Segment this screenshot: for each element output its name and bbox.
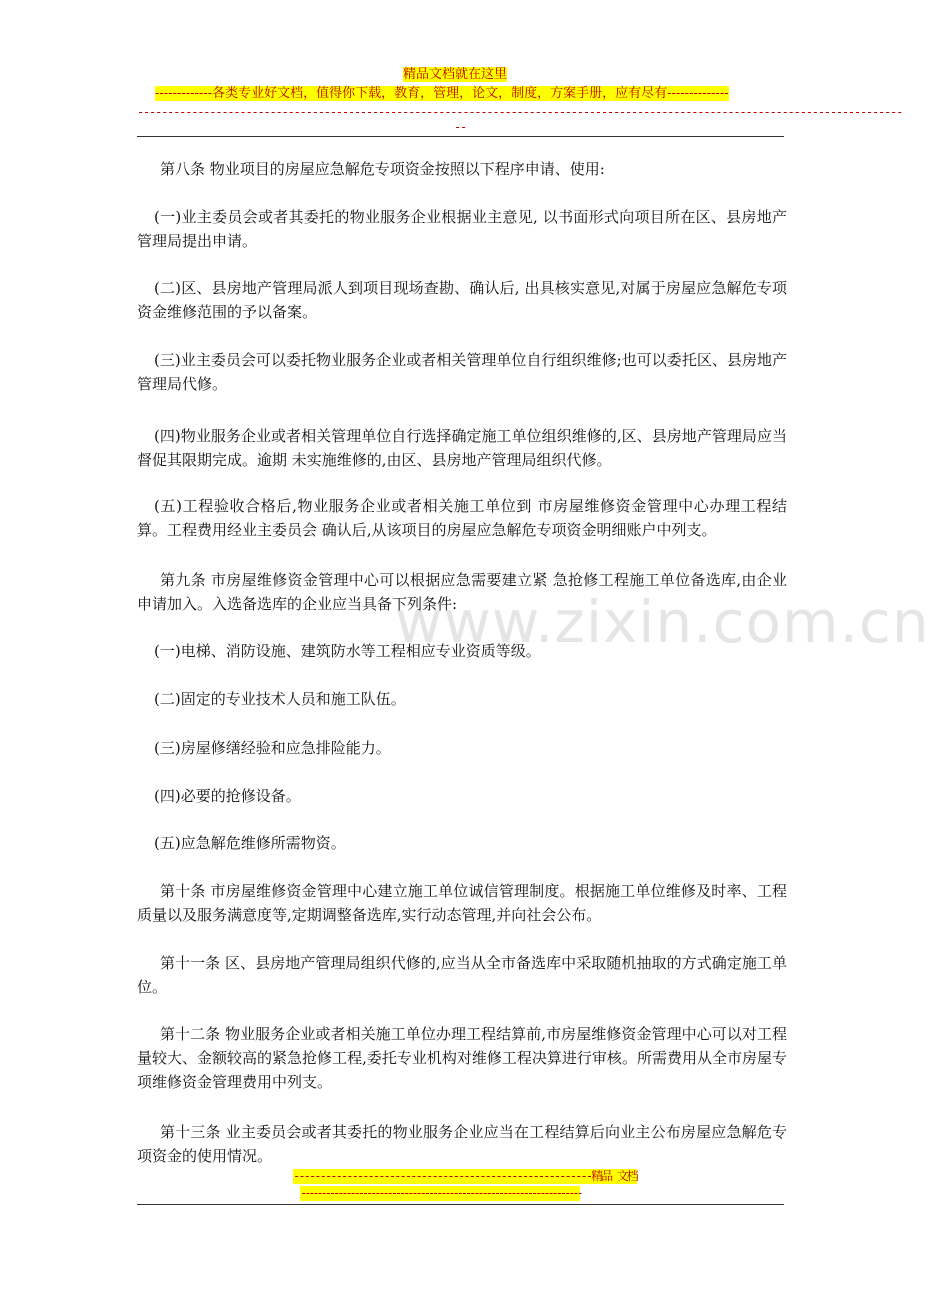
article-10: 第十条 市房屋维修资金管理中心建立施工单位诚信管理制度。根据施工单位维修及时率、工程质量以及服务满意度等,定期调整备选库,实行动态管理,并向社会公布。 xyxy=(137,882,787,924)
footer-line-1: --------------------------------------------------------精品 文档 xyxy=(293,1169,637,1183)
watermark: www.zixin.com.cn xyxy=(395,588,930,656)
article-8-item-4: (四)物业服务企业或者相关管理单位自行选择确定施工单位组织维修的,区、县房地产管理局应当督促其限期完成。逾期 未实施维修的,由区、县房地产管理局组织代修。 xyxy=(137,427,787,469)
article-8-item-1: (一)业主委员会或者其委托的物业服务企业根据业主意见, 以书面形式向项目所在区、县房地产管理局提出申请。 xyxy=(137,208,787,250)
header-title: 精品文档就在这里 xyxy=(403,67,508,82)
header-dash-line-2: -- xyxy=(454,120,467,134)
footer-line-2: -------------------------------------------------------------------- xyxy=(300,1186,581,1200)
article-8-item-5: (五)工程验收合格后,物业服务企业或者相关施工单位到 市房屋维修资金管理中心办理工程结算。工程费用经业主委员会 确认后,从该项目的房屋应急解危专项资金明细账户中列支。 xyxy=(137,497,787,539)
article-9-item-1: (一)电梯、消防设施、建筑防水等工程相应专业资质等级。 xyxy=(154,642,541,660)
article-9-item-2: (二)固定的专业技术人员和施工队伍。 xyxy=(154,690,406,708)
footer-rule xyxy=(137,1204,784,1205)
article-9-item-4: (四)必要的抢修设备。 xyxy=(154,787,301,805)
article-9-item-5: (五)应急解危维修所需物资。 xyxy=(154,834,346,852)
article-8: 第八条 物业项目的房屋应急解危专项资金按照以下程序申请、使用: xyxy=(160,160,605,178)
article-12: 第十二条 物业服务企业或者相关施工单位办理工程结算前,市房屋维修资金管理中心可以对工程量较大、金额较高的紧急抢修工程,委托专业机构对维修工程决算进行审核。所需费用从全市房屋专项维修资金管理费用中列支。 xyxy=(137,1025,787,1091)
article-9: 第九条 市房屋维修资金管理中心可以根据应急需要建立紧 急抢修工程施工单位备选库,由企业申请加入。入选备选库的企业应当具备下列条件: xyxy=(137,571,787,613)
header-rule xyxy=(137,136,784,137)
article-8-item-3: (三)业主委员会可以委托物业服务企业或者相关管理单位自行组织维修;也可以委托区、县房地产管理局代修。 xyxy=(137,351,787,393)
article-9-item-3: (三)房屋修缮经验和应急排险能力。 xyxy=(154,739,391,757)
article-11: 第十一条 区、县房地产管理局组织代修的,应当从全市备选库中采取随机抽取的方式确定施工单位。 xyxy=(137,954,787,996)
header-dash-line: ------------------------------------------------------------------------------------------------------------------------------- xyxy=(137,105,903,119)
article-8-item-2: (二)区、县房地产管理局派人到项目现场查勘、确认后, 出具核实意见,对属于房屋应急解危专项资金维修范围的予以备案。 xyxy=(137,279,787,321)
header-tagline: -------------各类专业好文档，值得你下载，教育，管理，论文，制度，方案手册，应有尽有-------------- xyxy=(155,86,729,101)
article-13: 第十三条 业主委员会或者其委托的物业服务企业应当在工程结算后向业主公布房屋应急解危专项资金的使用情况。 xyxy=(137,1123,787,1165)
